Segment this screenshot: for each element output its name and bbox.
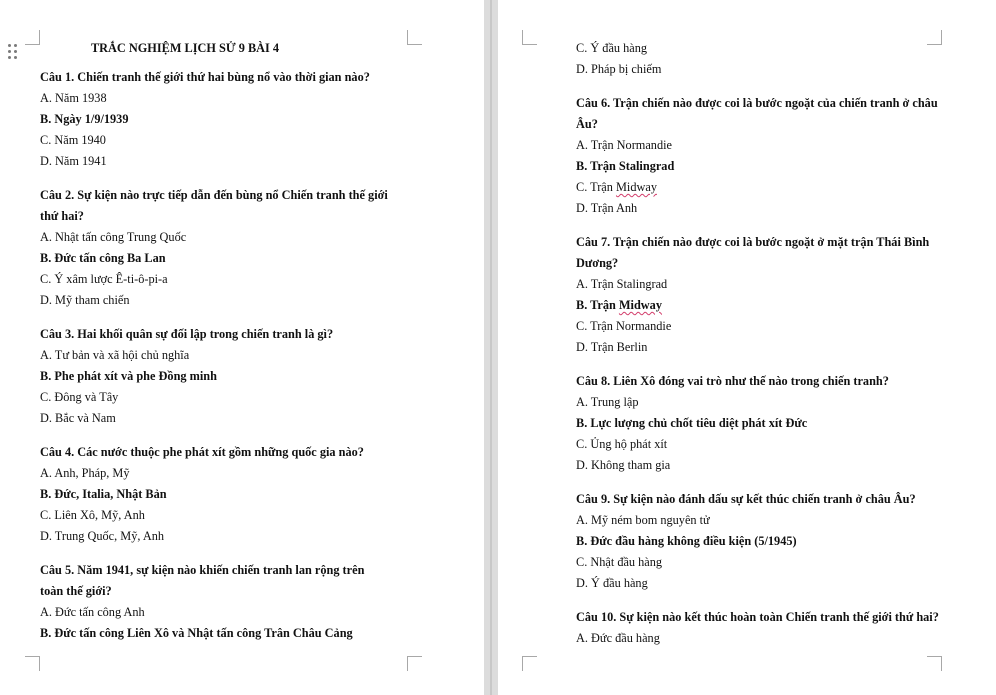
question-3: Câu 3. Hai khối quân sự đối lập trong chiến tranh là gì?: [40, 327, 334, 341]
left-column: [40, 38, 390, 644]
q5-option-a: A. Đức tấn công Anh: [40, 605, 145, 619]
q4-option-b: B. Đức, Italia, Nhật Bản: [40, 487, 167, 501]
q9-option-d: D. Ý đầu hàng: [576, 576, 648, 590]
question-4: Câu 4. Các nước thuộc phe phát xít gồm những quốc gia nào?: [40, 445, 364, 459]
q5-option-c: C. Ý đầu hàng: [576, 41, 648, 55]
question-6: Câu 6. Trận chiến nào được coi là bước ngoặt của chiến tranh ở châu Âu?: [576, 96, 938, 131]
q2-option-a: A. Nhật tấn công Trung Quốc: [40, 230, 187, 244]
q6-option-b: B. Trận Stalingrad: [576, 159, 675, 173]
spelling-flag: Midway: [618, 298, 662, 312]
q2-option-d: D. Mỹ tham chiến: [40, 293, 130, 307]
q8-option-c: C. Ủng hộ phát xít: [576, 437, 668, 451]
q5-option-d: D. Pháp bị chiếm: [576, 62, 662, 76]
q6-option-a: A. Trận Normandie: [576, 138, 672, 152]
margin-mark-bottom-right: [927, 656, 942, 671]
q10-option-a: A. Đức đầu hàng: [576, 631, 660, 645]
q1-option-b: B. Ngày 1/9/1939: [40, 112, 129, 126]
page-left: [0, 0, 484, 695]
q7-option-c: C. Trận Normandie: [576, 319, 672, 333]
spelling-flag: Midway: [615, 180, 657, 194]
q3-option-a: A. Tư bản và xã hội chủ nghĩa: [40, 348, 190, 362]
document-title: TRẮC NGHIỆM LỊCH SỬ 9 BÀI 4: [90, 41, 280, 55]
q2-option-c: C. Ý xâm lược Ê-ti-ô-pi-a: [40, 272, 168, 286]
q9-option-c: C. Nhật đầu hàng: [576, 555, 663, 569]
question-5: Câu 5. Năm 1941, sự kiện nào khiến chiến tranh lan rộng trên toàn thế giới?: [40, 563, 365, 598]
margin-mark-bottom-left: [25, 656, 40, 671]
q7-option-d: D. Trận Berlin: [576, 340, 648, 354]
q8-option-b: B. Lực lượng chủ chốt tiêu diệt phát xít Đức: [576, 416, 808, 430]
q8-option-a: A. Trung lập: [576, 395, 639, 409]
question-9: Câu 9. Sự kiện nào đánh dấu sự kết thúc chiến tranh ở châu Âu?: [576, 492, 916, 506]
q7-option-b: B. Trận Midway: [576, 298, 662, 312]
question-1: Câu 1. Chiến tranh thế giới thứ hai bùng nổ vào thời gian nào?: [40, 70, 370, 84]
q3-option-b: B. Phe phát xít và phe Đồng minh: [40, 369, 217, 383]
q5-option-b: B. Đức tấn công Liên Xô và Nhật tấn công Trân Châu Cảng: [40, 626, 353, 640]
q3-option-d: D. Bắc và Nam: [40, 411, 116, 425]
question-10: Câu 10. Sự kiện nào kết thúc hoàn toàn Chiến tranh thế giới thứ hai?: [576, 610, 939, 624]
q4-option-a: A. Anh, Pháp, Mỹ: [40, 466, 130, 480]
q6-option-c: C. Trận Midway: [576, 180, 657, 194]
q7-option-a: A. Trận Stalingrad: [576, 277, 668, 291]
right-column: [576, 38, 946, 649]
q6-option-d: D. Trận Anh: [576, 201, 638, 215]
margin-mark-bottom-left: [522, 656, 537, 671]
q4-option-d: D. Trung Quốc, Mỹ, Anh: [40, 529, 165, 543]
q9-option-b: B. Đức đầu hàng không điều kiện (5/1945): [576, 534, 797, 548]
q4-option-c: C. Liên Xô, Mỹ, Anh: [40, 508, 145, 522]
margin-mark-top-left: [522, 30, 537, 45]
question-8: Câu 8. Liên Xô đóng vai trò như thế nào trong chiến tranh?: [576, 374, 889, 388]
page-gutter: [484, 0, 498, 695]
q8-option-d: D. Không tham gia: [576, 458, 671, 472]
question-2: Câu 2. Sự kiện nào trực tiếp dẫn đến bùng nổ Chiến tranh thế giới thứ hai?: [40, 188, 388, 223]
q2-option-b: B. Đức tấn công Ba Lan: [40, 251, 166, 265]
margin-mark-bottom-right: [407, 656, 422, 671]
q1-option-a: A. Năm 1938: [40, 91, 107, 105]
question-7: Câu 7. Trận chiến nào được coi là bước ngoặt ở mặt trận Thái Bình Dương?: [576, 235, 930, 270]
margin-mark-top-right: [407, 30, 422, 45]
q1-option-c: C. Năm 1940: [40, 133, 106, 147]
q9-option-a: A. Mỹ ném bom nguyên tử: [576, 513, 710, 527]
q1-option-d: D. Năm 1941: [40, 154, 107, 168]
q3-option-c: C. Đông và Tây: [40, 390, 119, 404]
